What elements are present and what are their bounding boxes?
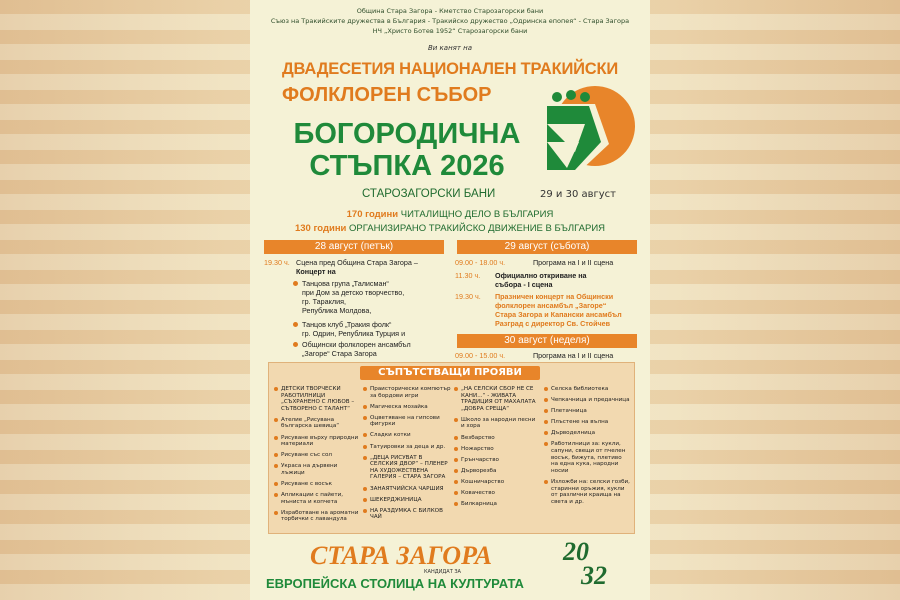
organizer-line: Съюз на Тракийските дружества в България - Тракийско дружество „Одринска епопея“ - Стара Загора	[270, 17, 630, 25]
side-event-item: ДЕТСКИ ТВОРЧЕСКИ РАБОТИЛНИЦИ „СЪХРАНЕНО С ЛЮБОВ – СЪТВОРЕНО С ТАЛАНТ“	[274, 386, 360, 412]
day1-item: Общински фолклорен ансамбъл	[302, 340, 411, 349]
day2-header: 29 август (събота)	[457, 240, 637, 254]
anniversary-line-1	[250, 209, 650, 220]
side-event-item: Апликации с пайети, мъниста и копчета	[274, 492, 360, 505]
festival-name-line-1: БОГОРОДИЧНА	[293, 118, 521, 150]
side-event-item: ЗАНАЯТЧИЙСКА ЧАРШИЯ	[363, 486, 451, 493]
background-blur-right	[650, 0, 900, 600]
side-event-item: Плъстене на вълна	[544, 419, 630, 426]
day1-item-detail: гр. Тараклия,	[302, 297, 346, 306]
festival-dates: 29 и 30 август	[540, 189, 617, 200]
year-part-2: 32	[581, 561, 607, 590]
side-events-col-4	[544, 386, 630, 510]
anniversary-years: 170 години	[346, 209, 399, 220]
side-events-col-3	[454, 386, 540, 512]
anniversary-line-2	[250, 223, 650, 234]
festival-name	[262, 118, 552, 182]
venue-name: СТАРОЗАГОРСКИ БАНИ	[362, 188, 496, 200]
side-event-item: Грънчарство	[454, 457, 540, 464]
side-event-item: Сладки котки	[363, 432, 451, 439]
festival-name-line-2: СТЪПКА 2026	[309, 150, 505, 182]
side-event-item: Украса на дървени лъжици	[274, 463, 360, 476]
side-event-item: Магическа мозайка	[363, 404, 451, 411]
day1-header: 28 август (петък)	[264, 240, 444, 254]
day1-line2: Концерт на	[296, 267, 336, 276]
day1-item-detail: Република Молдова,	[302, 306, 372, 315]
side-event-item: „ДЕЦА РИСУВАТ В СЕЛСКИЯ ДВОР“ – ПЛЕНЕР НА ХУДОЖЕСТВЕНА ГАЛЕРИЯ – СТАРА ЗАГОРА	[363, 455, 451, 481]
festival-logo	[537, 82, 637, 177]
title-line-2: ФОЛКЛОРЕН СЪБОР	[282, 84, 492, 106]
day1-item-detail: при Дом за детско творчество,	[302, 288, 405, 297]
side-event-item: Кошничарство	[454, 479, 540, 486]
day2-time: 09.00 - 18.00 ч.	[455, 258, 506, 267]
side-event-item: Татуировки за деца и др.	[363, 444, 451, 451]
side-event-item: Билкарница	[454, 501, 540, 508]
day3-header: 30 август (неделя)	[457, 334, 637, 348]
day2-time: 19.30 ч.	[455, 292, 481, 301]
day1-item: Танцова група „Талисман“	[302, 279, 389, 288]
side-event-item: Дърворезба	[454, 468, 540, 475]
capital-of-culture: ЕВРОПЕЙСКА СТОЛИЦА НА КУЛТУРАТА	[266, 576, 524, 591]
anniversary-text: ОРГАНИЗИРАНО ТРАКИЙСКО ДВИЖЕНИЕ В БЪЛГАРИЯ	[349, 223, 606, 234]
day1-item: Танцов клуб „Тракия фолк“	[302, 320, 392, 329]
day1-line1: Сцена пред Община Стара Загора –	[296, 258, 418, 267]
side-event-item: ШЕКЕРДЖИНИЦА	[363, 497, 451, 504]
side-event-item: Везбарство	[454, 435, 540, 442]
anniversary-text: ЧИТАЛИЩНО ДЕЛО В БЪЛГАРИЯ	[400, 209, 554, 220]
year-part-1: 20	[563, 537, 589, 566]
invite-text: Ви канят на	[427, 44, 473, 52]
day1-program	[264, 258, 454, 368]
day2-program	[455, 258, 645, 333]
side-event-item: Праисторически компютър за бордови игри	[363, 386, 451, 399]
festival-poster	[250, 0, 650, 600]
side-events-col-2	[363, 386, 451, 525]
anniversary-years: 130 години	[294, 223, 347, 234]
day2-text: Празничен концерт на Общински	[495, 292, 614, 301]
side-event-item: Плетачница	[544, 408, 630, 415]
side-events-header: СЪПЪТСТВАЩИ ПРОЯВИ	[360, 366, 540, 380]
side-events-col-1	[274, 386, 360, 528]
side-event-item: Изложби на: селски гозби, старинни оръжия, кукли от различни краища на света и др.	[544, 479, 630, 505]
day1-time: 19.30 ч.	[264, 258, 290, 267]
side-event-item: „НА СЕЛСКИ СБОР НЕ СЕ КАНИ...“ - ЖИВАТА ТРАДИЦИЯ ОТ МАХАЛАТА „ДОБРА СРЕЩА“	[454, 386, 540, 412]
side-event-item: Ковачество	[454, 490, 540, 497]
background-blur-left	[0, 0, 250, 600]
organizer-line: НЧ „Христо Ботев 1952“ Старозагорски бани	[372, 27, 528, 35]
title-line-1: ДВАДЕСЕТИЯ НАЦИОНАЛЕН ТРАКИЙСКИ	[281, 60, 619, 78]
day1-item-detail: „Загоре“ Стара Загора	[302, 349, 377, 358]
day2-text: фолклорен ансамбъл „Загоре“	[495, 301, 607, 310]
candidate-label: КАНДИДАТ ЗА	[424, 569, 461, 575]
side-event-item: Рисуване върху природни материали	[274, 435, 360, 448]
day2-text: Разград с директор Св. Стойчев	[495, 319, 611, 328]
year-2032	[563, 537, 607, 590]
day2-text: събора - I сцена	[495, 280, 553, 289]
side-event-item: Чепкачница и предачница	[544, 397, 630, 404]
side-event-item: Рисуване със сол	[274, 452, 360, 459]
day3-program	[455, 351, 645, 361]
side-event-item: Дърводелница	[544, 430, 630, 437]
side-event-item: Ателие „Рисувана българска шевица“	[274, 417, 360, 430]
side-event-item: Оцветяване на гипсови фигурки	[363, 415, 451, 428]
side-event-item: Школо за народни песни и хора	[454, 417, 540, 430]
side-event-item: НА РАЗДУМКА С БИЛКОВ ЧАЙ	[363, 508, 451, 521]
side-event-item: Ножарство	[454, 446, 540, 453]
day1-item-detail: гр. Одрин, Република Турция и	[302, 329, 406, 338]
day3-text: Програма на I и II сцена	[533, 351, 614, 360]
side-event-item: Работилници за: кукли, сапуни, свещи от пчелен восък, бижута, плетиво на една кука, народни носии	[544, 441, 630, 474]
day2-time: 11.30 ч.	[455, 271, 481, 280]
day2-text: Програма на I и II сцена	[533, 258, 614, 267]
day2-text: Стара Загора и Капански ансамбъл	[495, 310, 622, 319]
organizer-line: Община Стара Загора - Кметство Старозагорски бани	[356, 7, 544, 15]
side-event-item: Рисуване с восък	[274, 481, 360, 488]
side-event-item: Селска библиотека	[544, 386, 630, 393]
side-event-item: Изработване на ароматни торбички с лавандула	[274, 510, 360, 523]
day2-text: Официално откриване на	[495, 271, 587, 280]
city-name: СТАРА ЗАГОРА	[310, 541, 493, 570]
day3-time: 09.00 - 15.00 ч.	[455, 351, 506, 360]
